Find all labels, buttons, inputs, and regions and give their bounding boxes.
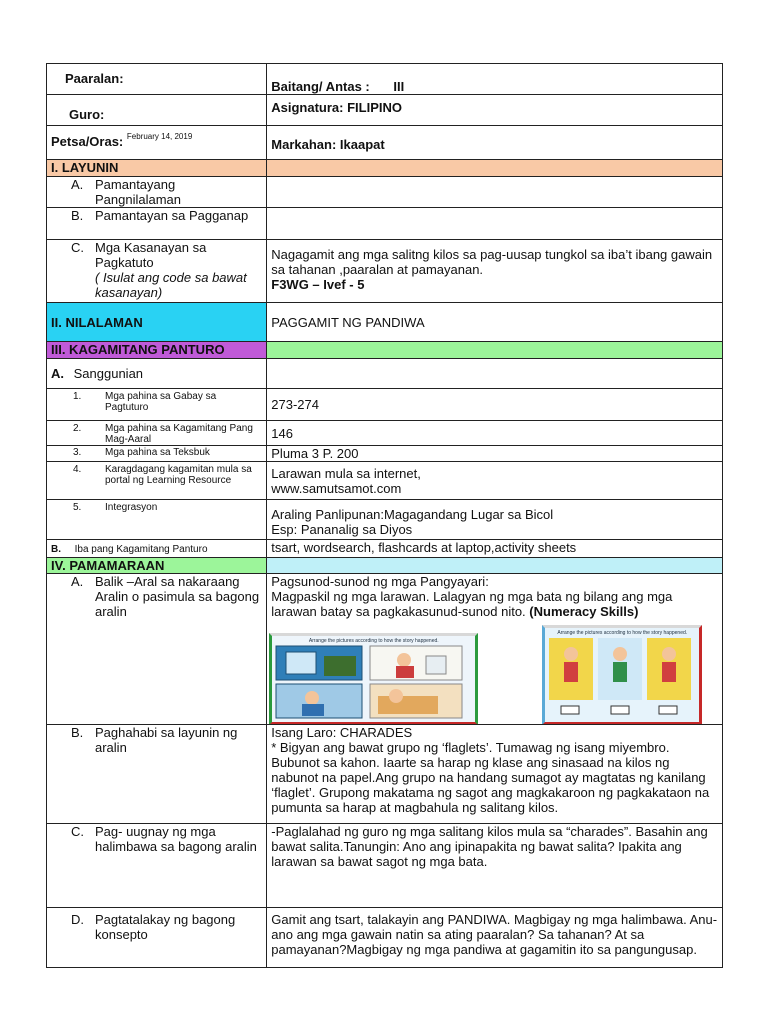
- pam-b-letter: B.: [71, 725, 84, 740]
- layunin-b-cell: [47, 208, 267, 240]
- paaralan-cell: [47, 64, 267, 95]
- markahan-cell: [267, 126, 723, 160]
- item-5-num: 5.: [73, 502, 82, 513]
- iba-kagamitan-cell: [47, 540, 267, 558]
- item-4-value: Larawan mula sa internet,: [271, 466, 421, 481]
- pam-b-value2: * Bigyan ang bawat grupo ng ‘flaglets’. Tumawag ng isang miyembro. Bubunot sa kahon. Iaarte sa harap ng klase ang sinasaad na kilos ng nabunot na papel.Ang grupo na handang sumagot ay magtatas ng kanilang ‘flaglet’. Grupong makatama ng sagot ang magkakaroon ng pagkakataon na pumunta sa harap at magbahula ng salitang kilos.: [271, 740, 710, 815]
- kagamitan-item-2: [47, 421, 267, 446]
- picture-1-caption: Arrange the pictures according to how the story happened.: [308, 638, 439, 644]
- asignatura-label: Asignatura: FILIPINO: [271, 100, 402, 115]
- layunin-header: [47, 160, 267, 177]
- item-5-value2: Esp: Pananalig sa Diyos: [271, 522, 413, 537]
- asignatura-cell: [267, 95, 723, 126]
- layunin-c-text: Mga Kasanayan sa Pagkatuto: [95, 240, 207, 270]
- pam-c-text: Pag- uugnay ng mga halimbawa sa bagong aralin: [95, 824, 257, 854]
- pamamaraan-c-cell: [47, 824, 267, 908]
- sanggunian-text: Sanggunian: [73, 366, 144, 381]
- picture-2-illustration: [545, 636, 695, 720]
- item-4-label: Karagdagang kagamitan mula sa portal ng Learning Resource: [105, 464, 252, 486]
- pamamaraan-d-value-cell: [267, 908, 723, 968]
- markahan-label: Markahan: Ikaapat: [271, 137, 385, 152]
- layunin-c-value: Nagagamit ang mga salitng kilos sa pag-uusap tungkol sa iba’t ibang gawain sa tahanan ,paaralan at pamayanan.: [271, 247, 713, 277]
- item-1-label: Mga pahina sa Gabay sa Pagtuturo: [105, 391, 217, 413]
- item-3-value: Pluma 3 P. 200: [271, 446, 359, 461]
- kagamitan-item-5-value-cell: [267, 500, 723, 540]
- kagamitan-header: [47, 342, 267, 359]
- kagamitan-header-right: [267, 342, 723, 359]
- sanggunian-cell: [47, 359, 267, 389]
- picture-1-illustration: [272, 644, 471, 720]
- layunin-c-code: F3WG – Ivef - 5: [271, 277, 365, 292]
- sanggunian-value: [267, 359, 723, 389]
- pamamaraan-a-cell: [47, 574, 267, 725]
- picture-2-caption: Arrange the pictures according to how the story happened.: [557, 630, 688, 636]
- layunin-b-value: [267, 208, 723, 240]
- item-3-num: 3.: [73, 447, 82, 458]
- layunin-b-letter: B.: [71, 208, 84, 223]
- pamamaraan-header-right: [267, 558, 723, 574]
- pamamaraan-title: IV. PAMAMARAAN: [51, 558, 165, 573]
- guro-cell: [47, 95, 267, 126]
- kagamitan-item-1-value-cell: [267, 389, 723, 421]
- layunin-c-letter: C.: [71, 240, 84, 255]
- pam-b-text: Paghahabi sa layunin ng aralin: [95, 725, 238, 755]
- iba-value: tsart, wordsearch, flashcards at laptop,activity sheets: [271, 540, 577, 555]
- item-5-label: Integrasyon: [105, 502, 158, 513]
- pam-d-value: Gamit ang tsart, talakayin ang PANDIWA. Magbigay ng mga halimbawa. Anu-ano ang mga gawain natin sa ating paaralan? Sa tahanan? At sa pamayanan?Magbigay ng mga pandiwa at gagamitin ito sa pangungusap.: [271, 912, 718, 957]
- item-1-num: 1.: [73, 391, 82, 402]
- nilalaman-value-cell: [267, 303, 723, 342]
- sanggunian-letter: A.: [51, 366, 64, 381]
- nilalaman-value: PAGGAMIT NG PANDIWA: [271, 314, 425, 330]
- kagamitan-item-2-value-cell: [267, 421, 723, 446]
- layunin-b-text: Pamantayan sa Pagganap: [95, 208, 249, 223]
- kagamitan-item-4: [47, 462, 267, 500]
- item-4-num: 4.: [73, 464, 82, 475]
- layunin-header-right: [267, 160, 723, 177]
- baitang-value: III: [393, 79, 405, 94]
- layunin-title: I. LAYUNIN: [51, 160, 119, 175]
- layunin-c-note: ( Isulat ang code sa bawat kasanayan): [95, 270, 247, 300]
- pamamaraan-c-value-cell: [267, 824, 723, 908]
- layunin-c-value-cell: [267, 240, 723, 303]
- pam-d-text: Pagtatalakay ng bagong konsepto: [95, 912, 236, 942]
- nilalaman-header: [47, 303, 267, 342]
- kagamitan-title: III. KAGAMITANG PANTURO: [51, 342, 225, 357]
- sequence-picture-1: [269, 633, 478, 725]
- iba-kagamitan-value-cell: [267, 540, 723, 558]
- pamamaraan-d-cell: [47, 908, 267, 968]
- item-3-label: Mga pahina sa Teksbuk: [105, 447, 210, 458]
- kagamitan-item-3-value-cell: [267, 446, 723, 462]
- baitang-cell: [267, 64, 723, 95]
- kagamitan-item-3: [47, 446, 267, 462]
- pam-c-letter: C.: [71, 824, 84, 839]
- lesson-plan-table: [46, 63, 723, 968]
- layunin-c-cell: [47, 240, 267, 303]
- iba-letter: B.: [51, 544, 61, 555]
- kagamitan-item-1: [47, 389, 267, 421]
- layunin-a-letter: A.: [71, 177, 84, 192]
- layunin-a-cell: [47, 177, 267, 208]
- petsa-value: February 14, 2019: [126, 132, 193, 141]
- item-2-num: 2.: [73, 423, 82, 434]
- pam-c-value: -Paglalahad ng guro ng mga salitang kilos mula sa “charades”. Basahin ang bawat salita.Tanungin: Ano ang ipinapakita ng bawat salita? Ipakita ang larawan sa bawat sagot ng mga bata.: [271, 824, 708, 869]
- layunin-a-text: Pamantayang Pangnilalaman: [95, 177, 182, 207]
- sequence-picture-2: [542, 625, 702, 725]
- baitang-label: Baitang/ Antas :: [271, 79, 370, 94]
- pamamaraan-b-cell: [47, 725, 267, 824]
- item-4-value2: www.samutsamot.com: [271, 481, 402, 496]
- item-5-value: Araling Panlipunan:Magagandang Lugar sa Bicol: [271, 507, 554, 522]
- kagamitan-item-4-value-cell: [267, 462, 723, 500]
- paaralan-label: Paaralan:: [65, 71, 124, 86]
- item-2-label: Mga pahina sa Kagamitang Pang Mag-Aaral: [105, 423, 253, 445]
- pam-a-text: Balik –Aral sa nakaraang Aralin o pasimula sa bagong aralin: [95, 574, 260, 619]
- pam-a-value2: Magpaskil ng mga larawan. Lalagyan ng mga bata ng bilang ang mga larawan batay sa pagkakasunud-sunod nito.: [271, 589, 673, 619]
- petsa-label: Petsa/Oras:: [51, 134, 124, 149]
- nilalaman-title: II. NILALAMAN: [51, 314, 143, 330]
- guro-label: Guro:: [69, 107, 105, 122]
- pam-a-value-bold: (Numeracy Skills): [529, 604, 639, 619]
- layunin-a-value: [267, 177, 723, 208]
- pam-d-letter: D.: [71, 912, 84, 927]
- item-2-value: 146: [271, 426, 293, 441]
- pamamaraan-b-value-cell: [267, 725, 723, 824]
- pamamaraan-a-value-cell: [267, 574, 723, 725]
- pam-a-value1: Pagsunod-sunod ng mga Pangyayari:: [271, 574, 489, 589]
- kagamitan-item-5: [47, 500, 267, 540]
- pam-a-letter: A.: [71, 574, 84, 589]
- pamamaraan-header: [47, 558, 267, 574]
- pam-b-value1: Isang Laro: CHARADES: [271, 725, 413, 740]
- iba-label: Iba pang Kagamitang Panturo: [74, 544, 208, 555]
- petsa-cell: [47, 126, 267, 160]
- item-1-value: 273-274: [271, 397, 319, 412]
